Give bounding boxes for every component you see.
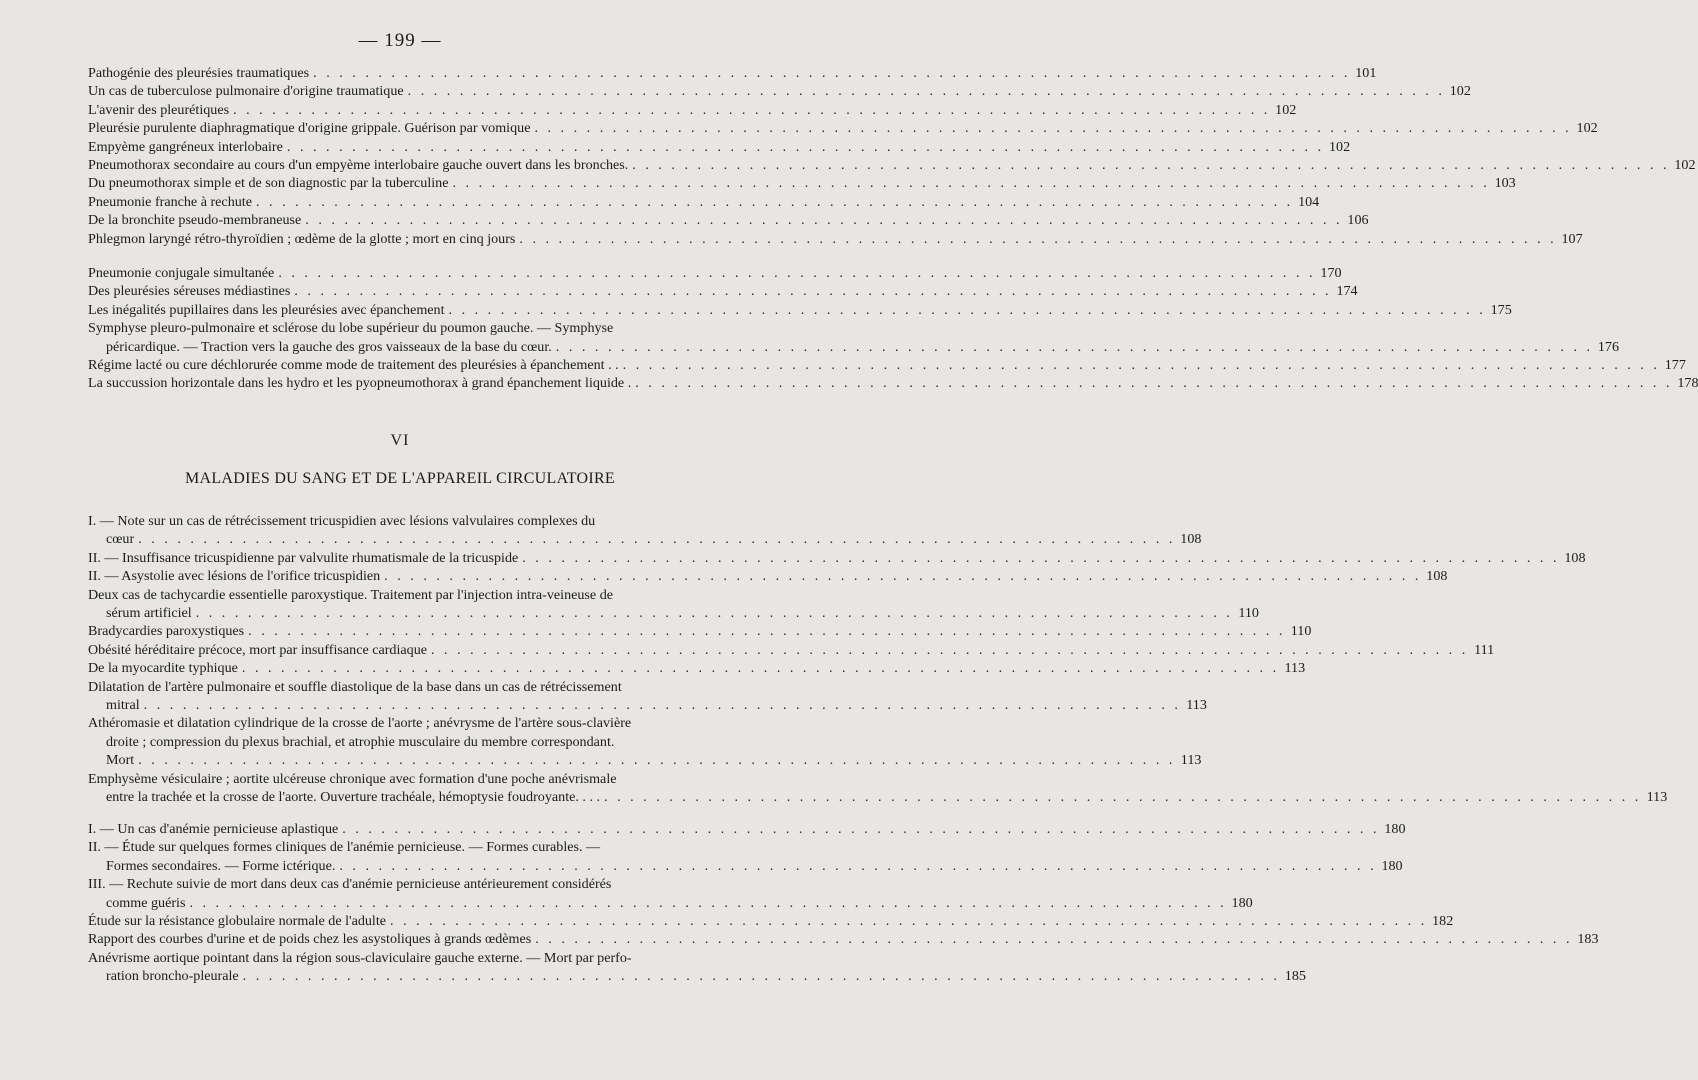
toc-entry-line: [88, 894, 1253, 912]
toc-entry-line: [88, 820, 1406, 838]
toc-entry-page: 102: [1576, 120, 1598, 137]
toc-entry-page: 102: [1328, 138, 1351, 155]
toc-entry-page: 108: [1426, 568, 1448, 585]
toc-entry-page: 174: [1336, 283, 1358, 300]
section-title: MALADIES DU SANG ET DE L'APPAREIL CIRCULATOIRE: [184, 470, 616, 487]
toc-entry: [88, 930, 1599, 948]
toc-entry-line: [88, 967, 1306, 985]
toc-entry: [88, 659, 1306, 677]
toc-entry: [88, 678, 1207, 715]
dot-leader: . . . . . . . . . . . . . . . . . . . . . . . . . . . . . . . . . . . . . . . . . . . . . . . . . . . . . . . . . . . . . . . . . . . . . . . . . . . . . . . .: [448, 301, 1486, 318]
toc-entry-line: [88, 211, 1369, 229]
toc-entry-line: Athéromasie et dilatation cylindrique de la crosse de l'aorte ; anévrysme de l'artère sous-clavière: [88, 715, 632, 732]
toc-entry-title: Les inégalités pupillaires dans les pleurésies avec épanchement: [88, 301, 445, 318]
toc-entry-line: I. — Note sur un cas de rétrécissement tricuspidien avec lésions valvulaires complexes du: [88, 513, 596, 529]
toc-entry-title: entre la trachée et la crosse de l'aorte. Ouverture trachéale, hémoptysie foudroyante. . . .: [106, 789, 601, 806]
toc-entry-page: 104: [1298, 193, 1320, 210]
toc-entry-page: 110: [1290, 623, 1312, 640]
toc-entry-page: 108: [1564, 549, 1586, 566]
toc-entry-line: [88, 659, 1306, 677]
dot-leader: . . . . . . . . . . . . . . . . . . . . . . . . . . . . . . . . . . . . . . . . . . . . . . . . . . . . . . . . . . . . . . . . . . . . . . . . . . . . . . . .: [522, 549, 1560, 566]
toc-entry-title: Pleurésie purulente diaphragmatique d'origine grippale. Guérison par vomique: [88, 120, 531, 137]
dot-leader: . . . . . . . . . . . . . . . . . . . . . . . . . . . . . . . . . . . . . . . . . . . . . . . . . . . . . . . . . . . . . . . . . . . . . . . . . . . . . . . .: [635, 375, 1673, 392]
toc-entry-title: Mort: [106, 752, 135, 769]
toc-entry-line: Emphysème vésiculaire ; aortite ulcéreuse chronique avec formation d'une poche anévrismale: [88, 770, 617, 787]
toc-entry-title: Rapport des courbes d'urine et de poids chez les asystoliques à grands œdèmes: [88, 931, 532, 948]
toc-entry-page: 107: [1561, 230, 1583, 247]
toc-entry: [88, 230, 1583, 248]
dot-leader: . . . . . . . . . . . . . . . . . . . . . . . . . . . . . . . . . . . . . . . . . . . . . . . . . . . . . . . . . . . . . . . . . . . . . . . . . . . . . . . .: [384, 568, 1422, 585]
toc-entry: [88, 101, 1297, 119]
dot-leader: . . . . . . . . . . . . . . . . . . . . . . . . . . . . . . . . . . . . . . . . . . . . . . . . . . . . . . . . . . . . . . . . . . . . . . . . . . . . . . . .: [632, 157, 1670, 174]
toc-entry-page: 180: [1384, 821, 1406, 837]
toc-entry-line: [88, 193, 1320, 211]
toc-entry-line: [88, 549, 1586, 567]
toc-entry-title: Bradycardies paroxystiques: [88, 623, 245, 640]
toc-entry-line: [88, 301, 1512, 319]
dot-leader: . . . . . . . . . . . . . . . . . . . . . . . . . . . . . . . . . . . . . . . . . . . . . . . . . . . . . . . . . . . . . . . . . . . . . . . . . . . . . . . .: [278, 265, 1316, 281]
toc-entry-line: [88, 156, 1696, 174]
toc-entry: [88, 912, 1454, 930]
toc-entry-page: 180: [1231, 894, 1253, 911]
toc-entry-title: Pneumonie franche à rechute: [88, 193, 252, 210]
toc-entry-title: Étude sur la résistance globulaire normale de l'adulte: [88, 913, 387, 930]
toc-entry-page: 180: [1381, 857, 1403, 874]
toc-entry: [88, 264, 1342, 282]
toc-entry: [88, 211, 1369, 229]
toc-entry-title: ration broncho-pleurale: [106, 968, 239, 985]
toc-entry-line: [88, 530, 1202, 548]
toc-entry: [88, 586, 1259, 623]
toc-entry-line: [88, 374, 1698, 392]
toc-group-respiratory-2: [88, 264, 1698, 393]
toc-entry-line: [88, 912, 1454, 930]
toc-entry: [88, 622, 1312, 640]
toc-entry-title: Formes secondaires. — Forme ictérique.: [106, 857, 336, 874]
toc-entry-title: Phlegmon laryngé rétro-thyroïdien ; œdème de la glotte ; mort en cinq jours: [88, 230, 516, 247]
dot-leader: . . . . . . . . . . . . . . . . . . . . . . . . . . . . . . . . . . . . . . . . . . . . . . . . . . . . . . . . . . . . . . . . . . . . . . . . . . . . . . . .: [390, 913, 1428, 930]
toc-entry: [88, 641, 1495, 659]
toc-entry-line: [88, 101, 1297, 119]
toc-entry-page: 185: [1284, 968, 1306, 985]
toc-entry-line: II. — Étude sur quelques formes cliniques de l'anémie pernicieuse. — Formes curables. —: [88, 839, 601, 856]
toc-entry-title: Pathogénie des pleurésies traumatiques: [88, 65, 310, 81]
toc-entry-line: [88, 788, 1668, 806]
toc-entry-line: [88, 338, 1620, 356]
dot-leader: . . . . . . . . . . . . . . . . . . . . . . . . . . . . . . . . . . . . . . . . . . . . . . . . . . . . . . . . . . . . . . . . . . . . . . . . . . . . . . . .: [342, 821, 1380, 837]
toc-entry-line: [88, 119, 1598, 137]
toc-group-blood: [88, 820, 1599, 986]
toc-entry-page: 101: [1355, 65, 1377, 81]
toc-entry: [88, 356, 1686, 374]
toc-entry-line: [88, 604, 1259, 622]
dot-leader: . . . . . . . . . . . . . . . . . . . . . . . . . . . . . . . . . . . . . . . . . . . . . . . . . . . . . . . . . . . . . . . . . . . . . . . . . . . . . . . .: [535, 931, 1573, 948]
toc-entry-line: [88, 174, 1516, 192]
toc-entry: [88, 119, 1598, 137]
toc-entry-title: Du pneumothorax simple et de son diagnostic par la tuberculine: [88, 175, 449, 192]
toc-entry-title: II. — Insuffisance tricuspidienne par valvulite rhumatismale de la tricuspide: [88, 549, 519, 566]
toc-entry-title: Régime lacté ou cure déchlorurée comme mode de traitement des pleurésies à épanchement . .: [88, 357, 619, 374]
toc-entry-page: 113: [1186, 697, 1207, 714]
toc-entry-title: La succussion horizontale dans les hydro et les pyopneumothorax à grand épanchement liquide .: [88, 375, 632, 392]
toc-entry-page: 110: [1238, 605, 1259, 622]
dot-leader: . . . . . . . . . . . . . . . . . . . . . . . . . . . . . . . . . . . . . . . . . . . . . . . . . . . . . . . . . . . . . . . . . . . . . . . . . . . . . . . .: [242, 968, 1280, 985]
toc-entry-title: L'avenir des pleurétiques: [88, 101, 230, 118]
dot-leader: . . . . . . . . . . . . . . . . . . . . . . . . . . . . . . . . . . . . . . . . . . . . . . . . . . . . . . . . . . . . . . . . . . . . . . . . . . . . . . . .: [452, 175, 1490, 192]
toc-entry-line: [88, 641, 1495, 659]
toc-entry: [88, 193, 1320, 211]
dot-leader: . . . . . . . . . . . . . . . . . . . . . . . . . . . . . . . . . . . . . . . . . . . . . . . . . . . . . . . . . . . . . . . . . . . . . . . . . . . . . . . .: [407, 83, 1445, 100]
toc-entry-title: Un cas de tuberculose pulmonaire d'origine traumatique: [88, 83, 404, 100]
toc-entry: [88, 820, 1406, 838]
toc-entry: [88, 838, 1403, 875]
toc-entry-page: 183: [1577, 931, 1599, 948]
dot-leader: . . . . . . . . . . . . . . . . . . . . . . . . . . . . . . . . . . . . . . . . . . . . . . . . . . . . . . . . . . . . . . . . . . . . . . . . . . . . . . . .: [138, 531, 1176, 548]
toc-entry-title: cœur: [106, 531, 135, 548]
dot-leader: . . . . . . . . . . . . . . . . . . . . . . . . . . . . . . . . . . . . . . . . . . . . . . . . . . . . . . . . . . . . . . . . . . . . . . . . . . . . . . . .: [138, 752, 1176, 769]
toc-entry: [88, 949, 1306, 986]
toc-entry: [88, 875, 1253, 912]
dot-leader: . . . . . . . . . . . . . . . . . . . . . . . . . . . . . . . . . . . . . . . . . . . . . . . . . . . . . . . . . . . . . . . . . . . . . . . . . . . . . . . .: [431, 641, 1469, 658]
page-number: — 199 —: [358, 30, 442, 51]
toc-entry-line: [88, 138, 1351, 156]
toc-entry-page: 111: [1474, 641, 1495, 658]
dot-leader: . . . . . . . . . . . . . . . . . . . . . . . . . . . . . . . . . . . . . . . . . . . . . . . . . . . . . . . . . . . . . . . . . . . . . . . . . . . . . . . .: [339, 857, 1377, 874]
dot-leader: . . . . . . . . . . . . . . . . . . . . . . . . . . . . . . . . . . . . . . . . . . . . . . . . . . . . . . . . . . . . . . . . . . . . . . . . . . . . . . . .: [241, 660, 1280, 677]
dot-leader: . . . . . . . . . . . . . . . . . . . . . . . . . . . . . . . . . . . . . . . . . . . . . . . . . . . . . . . . . . . . . . . . . . . . . . . . . . . . . . . .: [294, 283, 1332, 300]
dot-leader: . . . . . . . . . . . . . . . . . . . . . . . . . . . . . . . . . . . . . . . . . . . . . . . . . . . . . . . . . . . . . . . . . . . . . . . . . . . . . . . .: [189, 894, 1227, 911]
dot-leader: . . . . . . . . . . . . . . . . . . . . . . . . . . . . . . . . . . . . . . . . . . . . . . . . . . . . . . . . . . . . . . . . . . . . . . . . . . . . . . . .: [195, 605, 1233, 622]
toc-group-respiratory: [88, 64, 1696, 248]
toc-entry-page: 103: [1494, 175, 1516, 192]
toc-entry-title: De la myocardite typhique: [88, 660, 238, 677]
toc-entry-line: Anévrisme aortique pointant dans la région sous-claviculaire gauche externe. — Mort par perfo-: [88, 949, 632, 966]
toc-entry-line: Deux cas de tachycardie essentielle paroxystique. Traitement par l'injection intra-veineuse de: [88, 586, 613, 603]
toc-entry-page: 182: [1432, 913, 1454, 930]
toc-entry-line: [88, 82, 1471, 100]
dot-leader: . . . . . . . . . . . . . . . . . . . . . . . . . . . . . . . . . . . . . . . . . . . . . . . . . . . . . . . . . . . . . . . . . . . . . . . . . . . . . . . .: [555, 338, 1594, 355]
toc-entry: [88, 567, 1448, 585]
toc-entry: [88, 138, 1351, 156]
toc-entry-title: Des pleurésies séreuses médiastines: [88, 283, 291, 300]
dot-leader: . . . . . . . . . . . . . . . . . . . . . . . . . . . . . . . . . . . . . . . . . . . . . . . . . . . . . . . . . . . . . . . . . . . . . . . . . . . . . . . .: [305, 212, 1343, 229]
toc-entry-line: [88, 567, 1448, 585]
toc-entry-title: Pneumonie conjugale simultanée: [88, 265, 275, 281]
dot-leader: . . . . . . . . . . . . . . . . . . . . . . . . . . . . . . . . . . . . . . . . . . . . . . . . . . . . . . . . . . . . . . . . . . . . . . . . . . . . . . . .: [604, 789, 1642, 806]
toc-entry-title: Obésité héréditaire précoce, mort par insuffisance cardiaque: [88, 641, 427, 658]
toc-entry: [88, 64, 1377, 82]
toc-entry: [88, 282, 1358, 300]
toc-entry-page: 102: [1449, 83, 1471, 100]
toc-entry: [88, 82, 1471, 100]
toc-entry: [88, 770, 1668, 807]
toc-entry-page: 108: [1180, 531, 1202, 548]
toc-entry: [88, 374, 1698, 392]
toc-entry-line: III. — Rechute suivie de mort dans deux cas d'anémie pernicieuse antérieurement considérés: [88, 876, 612, 893]
toc-entry-page: 106: [1347, 212, 1369, 229]
toc-entry-line: [88, 751, 1202, 769]
toc-entry: [88, 714, 1202, 769]
toc-entry-line: [88, 356, 1686, 374]
dot-leader: . . . . . . . . . . . . . . . . . . . . . . . . . . . . . . . . . . . . . . . . . . . . . . . . . . . . . . . . . . . . . . . . . . . . . . . . . . . . . . . .: [233, 101, 1271, 118]
toc-entry: [88, 512, 1202, 549]
toc-entry-page: 102: [1275, 101, 1297, 118]
toc-entry-title: De la bronchite pseudo-membraneuse: [88, 212, 302, 229]
dot-leader: . . . . . . . . . . . . . . . . . . . . . . . . . . . . . . . . . . . . . . . . . . . . . . . . . . . . . . . . . . . . . . . . . . . . . . . . . . . . . . . .: [286, 138, 1325, 155]
dot-leader: . . . . . . . . . . . . . . . . . . . . . . . . . . . . . . . . . . . . . . . . . . . . . . . . . . . . . . . . . . . . . . . . . . . . . . . . . . . . . . . .: [622, 357, 1660, 374]
toc-entry: [88, 174, 1516, 192]
dot-leader: . . . . . . . . . . . . . . . . . . . . . . . . . . . . . . . . . . . . . . . . . . . . . . . . . . . . . . . . . . . . . . . . . . . . . . . . . . . . . . . .: [143, 697, 1181, 714]
toc-entry-page: 177: [1664, 357, 1686, 374]
toc-entry-line: [88, 622, 1312, 640]
toc-entry-line: [88, 857, 1403, 875]
dot-leader: . . . . . . . . . . . . . . . . . . . . . . . . . . . . . . . . . . . . . . . . . . . . . . . . . . . . . . . . . . . . . . . . . . . . . . . . . . . . . . . .: [313, 65, 1351, 81]
toc-entry: [88, 319, 1620, 356]
toc-entry-page: 170: [1320, 265, 1342, 281]
toc-entry-line: [88, 930, 1599, 948]
toc-entry-page: 175: [1490, 301, 1512, 318]
toc-entry-line: Dilatation de l'artère pulmonaire et souffle diastolique de la base dans un cas de rétrécissement: [88, 678, 622, 695]
toc-entry-page: 178: [1677, 375, 1698, 392]
toc-entry-title: péricardique. — Traction vers la gauche des gros vaisseaux de la base du cœur.: [106, 338, 552, 355]
toc-entry: [88, 156, 1696, 174]
toc-entry-title: Pneumothorax secondaire au cours d'un empyème interlobaire gauche ouvert dans les bronches.: [88, 157, 629, 174]
toc-entry-line: [88, 64, 1377, 82]
toc-entry-page: 113: [1284, 660, 1306, 677]
toc-entry: [88, 301, 1512, 319]
toc-entry-title: Empyème gangréneux interlobaire: [88, 138, 283, 155]
toc-entry-line: [88, 230, 1583, 248]
toc-entry-title: II. — Asystolie avec lésions de l'orifice tricuspidien: [88, 568, 381, 585]
toc-entry-title: sérum artificiel: [106, 605, 192, 622]
toc-entry: [88, 549, 1586, 567]
toc-entry-line: droite ; compression du plexus brachial, et atrophie musculaire du membre correspondant.: [106, 733, 615, 750]
toc-entry-title: I. — Un cas d'anémie pernicieuse aplastique: [88, 821, 339, 837]
toc-entry-line: [88, 696, 1207, 714]
toc-entry-page: 113: [1180, 752, 1202, 769]
toc-entry-page: 102: [1674, 157, 1696, 174]
toc-entry-line: Symphyse pleuro-pulmonaire et sclérose du lobe supérieur du poumon gauche. — Symphyse: [88, 320, 614, 337]
toc-group-circulatory: [88, 512, 1668, 807]
toc-entry-page: 176: [1597, 338, 1620, 355]
toc-entry-page: 113: [1646, 789, 1668, 806]
toc-entry-title: comme guéris: [106, 894, 186, 911]
dot-leader: . . . . . . . . . . . . . . . . . . . . . . . . . . . . . . . . . . . . . . . . . . . . . . . . . . . . . . . . . . . . . . . . . . . . . . . . . . . . . . . .: [519, 230, 1557, 247]
toc-entry-line: [88, 282, 1358, 300]
toc-entry-title: mitral: [106, 697, 140, 714]
dot-leader: . . . . . . . . . . . . . . . . . . . . . . . . . . . . . . . . . . . . . . . . . . . . . . . . . . . . . . . . . . . . . . . . . . . . . . . . . . . . . . . .: [248, 623, 1286, 640]
dot-leader: . . . . . . . . . . . . . . . . . . . . . . . . . . . . . . . . . . . . . . . . . . . . . . . . . . . . . . . . . . . . . . . . . . . . . . . . . . . . . . . .: [255, 193, 1294, 210]
dot-leader: . . . . . . . . . . . . . . . . . . . . . . . . . . . . . . . . . . . . . . . . . . . . . . . . . . . . . . . . . . . . . . . . . . . . . . . . . . . . . . . .: [534, 120, 1572, 137]
section-number: VI: [390, 432, 410, 449]
toc-entry-line: [88, 264, 1342, 282]
